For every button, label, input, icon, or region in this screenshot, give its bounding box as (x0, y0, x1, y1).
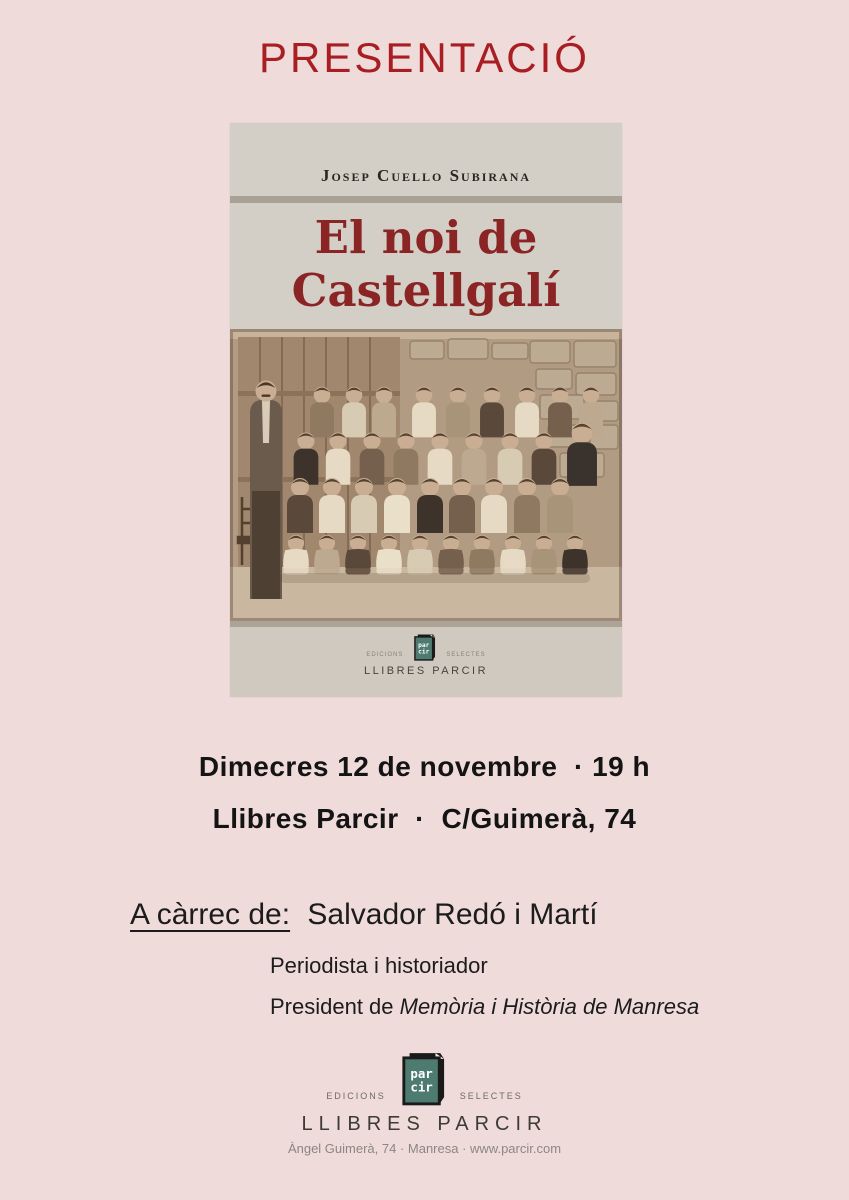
book-author: Josep Cuello Subirana (320, 166, 532, 185)
children-back-row (310, 387, 603, 438)
bookstore-address: Àngel Guimerà, 74 · Manresa · www.parcir.com (287, 1141, 562, 1156)
speaker-role2-organization: Memòria i Història de Manresa (399, 994, 700, 1019)
event-date-time: Dimecres 12 de novembre · 19 h (198, 751, 651, 782)
book-title (230, 203, 622, 329)
logo-text-par: par (418, 642, 430, 649)
cover-selectes-label: SELECTES (446, 652, 486, 658)
children-third-row (287, 478, 573, 533)
logo-text-par: par (410, 1066, 433, 1081)
event-place: Llibres Parcir · C/Guimerà, 74 (212, 803, 637, 834)
book-cover (230, 123, 622, 697)
speaker-role2-prefix: President de (270, 994, 400, 1019)
speaker-name: Salvador Redó i Martí (307, 898, 598, 931)
speaker-block (130, 897, 699, 1020)
logo-text-cir: cir (410, 1079, 433, 1095)
event-details (0, 741, 849, 845)
cover-divider-top (230, 196, 622, 203)
page-title: PRESENTACIÓ (259, 34, 590, 81)
class-photo-illustration (230, 329, 622, 621)
bookstore-name: LLIBRES PARCIR (301, 1113, 548, 1135)
teacher-figure (250, 381, 282, 600)
cover-publisher-band (230, 627, 622, 697)
class-photo (230, 329, 622, 621)
logo-text-cir: cir (418, 648, 430, 656)
speaker-intro: A càrrec de: (130, 898, 291, 931)
cover-publisher-name: LLIBRES PARCIR (363, 665, 489, 677)
book-title-line2: Castellgalí (291, 264, 561, 318)
parcir-book-icon (400, 1050, 446, 1106)
edicions-label: EDICIONS (326, 1091, 386, 1101)
bookstore-logo-block (0, 1050, 849, 1156)
speaker-line (130, 897, 699, 933)
book-title-line1: El noi de (314, 211, 538, 264)
selectes-label: SELECTES (459, 1091, 523, 1101)
cover-edicions-label: EDICIONS (366, 652, 404, 658)
speaker-role: Periodista i historiador (270, 953, 488, 978)
speaker-role2 (270, 994, 699, 1020)
parcir-book-icon (413, 633, 436, 661)
